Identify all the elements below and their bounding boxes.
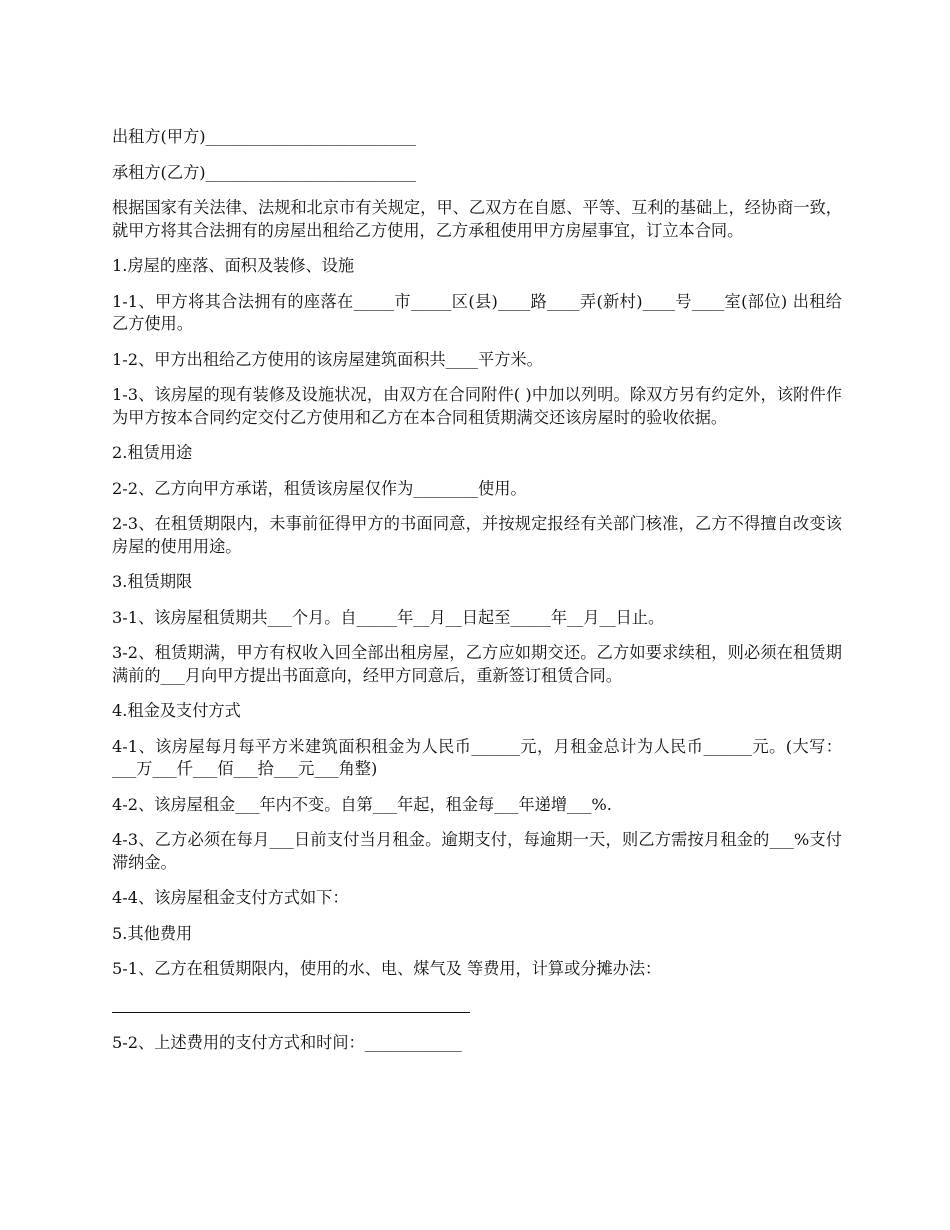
clause-5-1: 5-1、乙方在租赁期限内，使用的水、电、煤气及 等费用，计算或分摊办法： (112, 959, 662, 978)
clause-3-1: 3-1、该房屋租赁期共___个月。自_____年__月__日起至_____年__月__日止。 (112, 607, 665, 627)
section-heading-3: 3.租赁期限 (112, 572, 193, 591)
clause-5-2: 5-2、上述费用的支付方式和时间：____________ (112, 1032, 462, 1052)
clause-1-3: 1-3、该房屋的现有装修及设施状况，由双方在合同附件( )中加以列明。除双方另有约定外，该附件作为甲方按本合同约定交付乙方使用和乙方在本合同租赁期满交还该房屋时的验收依据。 (112, 385, 842, 427)
clause-4-4: 4-4、该房屋租金支付方式如下： (112, 888, 349, 907)
preamble-paragraph: 根据国家有关法律、法规和北京市有关规定，甲、乙双方在自愿、平等、互利的基础上，经协商一致，就甲方将其合法拥有的房屋出租给乙方使用，乙方承租使用甲方房屋事宜，订立本合同。 (112, 198, 842, 240)
clause-2-2: 2-2、乙方向甲方承诺，租赁该房屋仅作为________使用。 (112, 478, 527, 498)
section-heading-5: 5.其他费用 (112, 923, 193, 943)
contract-document (112, 126, 842, 1067)
clause-4-1: 4-1、该房屋每月每平方米建筑面积租金为人民币______元，月租金总计为人民币______元。(大写：___万___仟___佰___拾___元___角整) (112, 736, 842, 778)
clause-1-2: 1-2、甲方出租给乙方使用的该房屋建筑面积共____平方米。 (112, 349, 543, 369)
clause-4-3: 4-3、乙方必须在每月___日前支付当月租金。逾期支付，每逾期一天，则乙方需按月租金的___%支付滞纳金。 (112, 830, 842, 872)
section-heading-1: 1.房屋的座落、面积及装修、设施 (112, 256, 355, 275)
clause-1-1: 1-1、甲方将其合法拥有的座落在_____市_____区(县)____路____弄(新村)____号____室(部位) 出租给乙方使用。 (112, 291, 842, 333)
section-heading-2: 2.租赁用途 (112, 443, 193, 462)
clause-4-2: 4-2、该房屋租金___年内不变。自第___年起，租金每___年递增___%. (112, 794, 612, 814)
fill-in-blank-line (112, 994, 470, 1013)
lessor-line: 出租方(甲方)__________________________ (112, 127, 417, 146)
clause-2-3: 2-3、在租赁期限内，未事前征得甲方的书面同意，并按规定报经有关部门核准，乙方不得擅自改变该房屋的使用用途。 (112, 514, 842, 556)
lessee-line: 承租方(乙方)__________________________ (112, 162, 417, 182)
clause-3-2: 3-2、租赁期满，甲方有权收入回全部出租房屋，乙方应如期交还。乙方如要求续租，则必须在租赁期满前的___月向甲方提出书面意向，经甲方同意后，重新签订租赁合同。 (112, 643, 842, 685)
section-heading-4: 4.租金及支付方式 (112, 701, 241, 720)
